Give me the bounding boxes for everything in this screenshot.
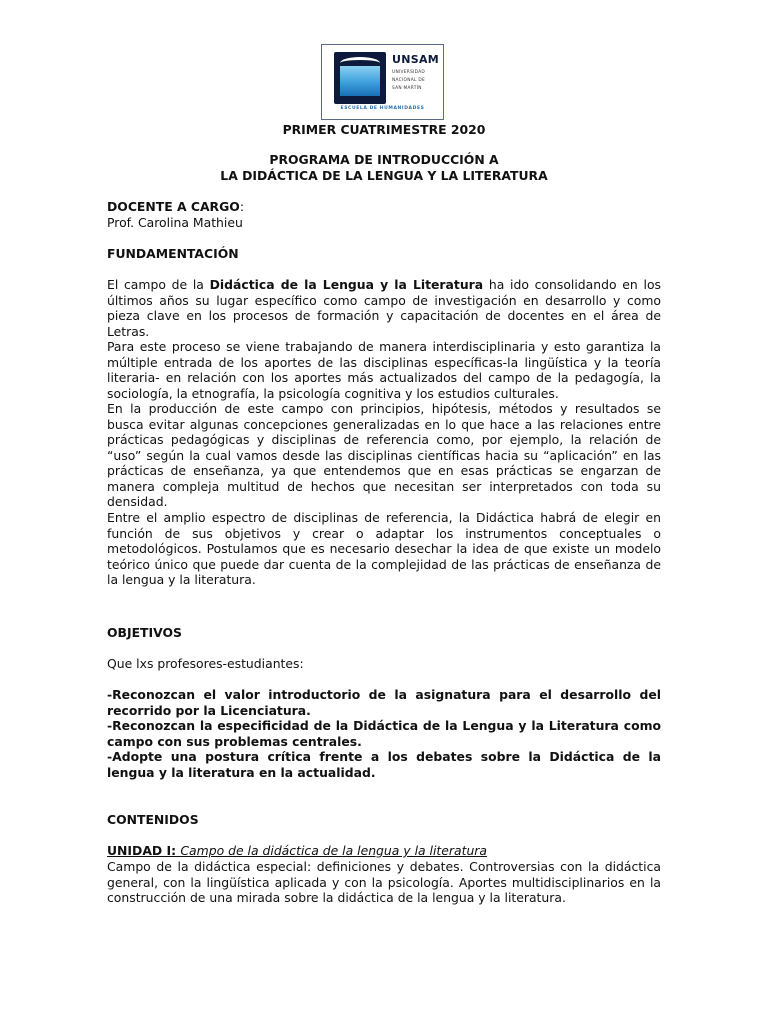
contenidos-heading: CONTENIDOS — [107, 812, 199, 827]
fundamentacion-heading: FUNDAMENTACIÓN — [107, 246, 239, 261]
objetivos-heading: OBJETIVOS — [107, 625, 182, 640]
objetivo-item: -Adopte una postura crítica frente a los debates sobre la Didáctica de la — [107, 749, 661, 764]
program-title-line1: PROGRAMA DE INTRODUCCIÓN A — [269, 152, 499, 167]
objetivo-item: -Reconozcan la especificidad de la Didáctica de la Lengua y la Literatura como — [107, 718, 661, 733]
logo-institution: UNIVERSIDAD NACIONAL DE SAN MARTÍN — [392, 70, 426, 91]
unsam-logo — [321, 44, 444, 120]
objetivos-intro: Que lxs profesores-estudiantes: — [107, 656, 304, 671]
docente-label: DOCENTE A CARGO: — [107, 199, 244, 214]
unit-heading: UNIDAD I: Campo de la didáctica de la lengua y la literatura — [107, 843, 487, 858]
term-title: PRIMER CUATRIMESTRE 2020 — [282, 122, 486, 137]
logo-school: ESCUELA DE HUMANIDADES — [340, 106, 425, 111]
unsam-emblem-icon — [334, 52, 386, 104]
paragraph-2: Para este proceso se viene trabajando de manera interdisciplinaria y esto garantiza la múltiple entrada de los aportes de las disciplinas específicas-la lingüística y la teoría literaria- en relación con los aportes más actualizados del campo de la pedagogía, la sociología, la etnografía, la psicología cognitiva y los estudios culturales. — [107, 339, 661, 401]
docente-name: Prof. Carolina Mathieu — [107, 215, 243, 230]
paragraph-4: Entre el amplio espectro de disciplinas de referencia, la Didáctica habrá de elegir en función de sus objetivos y crear o adaptar los instrumentos conceptuales o metodológicos. Postulamos que es necesario desechar la idea de que existe un modelo teórico único que puede dar cuenta de la complejidad de las prácticas de enseñanza de la lengua y la literatura. — [107, 510, 661, 587]
program-title-line2: LA DIDÁCTICA DE LA LENGUA Y LA LITERATURA — [220, 168, 548, 183]
objetivo-item: -Reconozcan el valor introductorio de la asignatura para el desarrollo del — [107, 687, 661, 702]
paragraph-3: En la producción de este campo con principios, hipótesis, métodos y resultados se busca evitar algunas concepciones generalizadas en lo que hace a las relaciones entre prácticas pedagógicas y disciplinas de referencia como, por ejemplo, la relación de “uso” según la cual vamos desde las disciplinas científicas hacia su “aplicación” en las prácticas de enseñanza, ya que entendemos que en esas prácticas se engarzan de manera compleja multitud de hechos que necesitan ser interpretados con toda su densidad. — [107, 401, 661, 509]
logo-brand: UNSAM — [392, 53, 440, 66]
paragraph-1: El campo de la Didáctica de la Lengua y la Literatura ha ido consolidando en los últimos años su lugar específico como campo de investigación en desarrollo y como pieza clave en los procesos de formación y capacitación de docentes en el área de Letras. — [107, 277, 661, 339]
